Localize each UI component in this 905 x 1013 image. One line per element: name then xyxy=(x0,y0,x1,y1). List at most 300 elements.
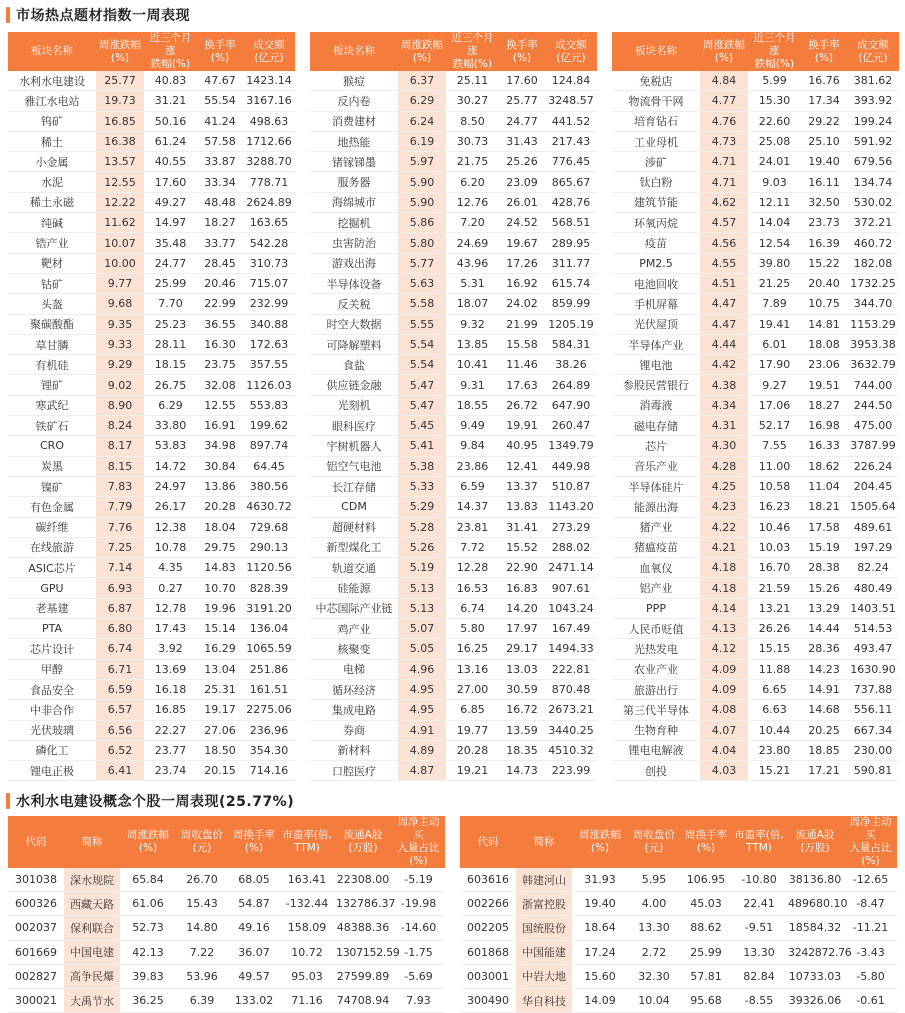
table-cell: 炭黑 xyxy=(8,456,96,476)
table-cell: 870.48 xyxy=(545,679,597,699)
table-cell: 6.57 xyxy=(96,700,144,720)
table-cell: 273.29 xyxy=(545,517,597,537)
header-row xyxy=(310,32,597,71)
table-cell: 729.68 xyxy=(243,517,295,537)
header-row xyxy=(460,816,897,868)
table-cell: 7.14 xyxy=(96,558,144,578)
table-cell: 磁电存储 xyxy=(612,416,700,436)
table-cell: 6.85 xyxy=(446,700,499,720)
table-cell: 6.56 xyxy=(96,720,144,740)
table-cell: 锂矿 xyxy=(8,375,96,395)
column-header: 周涨跌幅 (%) xyxy=(96,32,144,71)
theme-table-left xyxy=(8,32,295,781)
table-cell: 7.25 xyxy=(96,537,144,557)
table-cell: 6.37 xyxy=(398,71,446,91)
table-cell: 19.67 xyxy=(499,233,545,253)
table-cell: 480.49 xyxy=(847,578,899,598)
table-cell: 226.24 xyxy=(847,456,899,476)
table-cell: 493.47 xyxy=(847,639,899,659)
table-cell: 300021 xyxy=(8,988,64,1012)
table-cell: 深水规院 xyxy=(64,868,120,892)
table-cell: 消费建材 xyxy=(310,111,398,131)
theme-row xyxy=(612,395,899,415)
table-cell: 韩建河山 xyxy=(516,868,572,892)
table-cell: 16.70 xyxy=(748,558,801,578)
table-cell: 236.96 xyxy=(243,720,295,740)
table-cell: 食品安全 xyxy=(8,679,96,699)
table-cell: 半导体硅片 xyxy=(612,476,700,496)
stock-row xyxy=(8,892,445,916)
table-cell: 19.21 xyxy=(446,761,499,781)
table-cell: 601669 xyxy=(8,940,64,964)
column-header: 周换手率 (%) xyxy=(228,816,280,868)
table-cell: 4.09 xyxy=(700,679,748,699)
table-cell: 667.34 xyxy=(847,720,899,740)
table-cell: 16.23 xyxy=(748,497,801,517)
table-cell: 27599.89 xyxy=(334,964,392,988)
table-cell: 1349.79 xyxy=(545,436,597,456)
theme-row xyxy=(612,253,899,273)
table-cell: 1712.66 xyxy=(243,131,295,151)
theme-row xyxy=(8,375,295,395)
header-row xyxy=(612,32,899,71)
table-cell: 4.12 xyxy=(700,639,748,659)
table-cell: 53.96 xyxy=(176,964,228,988)
table-cell: 6.74 xyxy=(96,639,144,659)
column-header: 周换手率 (%) xyxy=(680,816,732,868)
theme-row xyxy=(310,111,597,131)
table-cell: 53.83 xyxy=(144,436,197,456)
table-cell: 16.85 xyxy=(96,111,144,131)
header-row xyxy=(8,816,445,868)
theme-row xyxy=(612,416,899,436)
theme-row xyxy=(8,497,295,517)
table-cell: 30.27 xyxy=(446,91,499,111)
table-cell: 15.15 xyxy=(748,639,801,659)
theme-row xyxy=(310,233,597,253)
table-cell: 眼科医疗 xyxy=(310,416,398,436)
table-cell: 41.24 xyxy=(197,111,243,131)
table-cell: 12.22 xyxy=(96,192,144,212)
theme-row xyxy=(612,152,899,172)
table-cell: 32.30 xyxy=(628,964,680,988)
table-cell: 288.02 xyxy=(545,537,597,557)
table-cell: 542.28 xyxy=(243,233,295,253)
table-cell: -5.69 xyxy=(392,964,445,988)
table-cell: 18584.32 xyxy=(786,916,844,940)
theme-row xyxy=(310,253,597,273)
theme-row xyxy=(310,537,597,557)
table-cell: 铝空气电池 xyxy=(310,456,398,476)
table-cell: 223.99 xyxy=(545,761,597,781)
table-cell: 5.07 xyxy=(398,619,446,639)
table-cell: 4.73 xyxy=(700,131,748,151)
table-cell: 106.95 xyxy=(680,868,732,892)
table-cell: 9.03 xyxy=(748,172,801,192)
table-cell: 460.72 xyxy=(847,233,899,253)
table-cell: 6.74 xyxy=(446,598,499,618)
section-title-stocks xyxy=(6,790,294,812)
table-cell: 7.79 xyxy=(96,497,144,517)
theme-row xyxy=(612,273,899,293)
table-cell: 15.14 xyxy=(197,619,243,639)
table-cell: 55.54 xyxy=(197,91,243,111)
table-cell: 6.29 xyxy=(398,91,446,111)
theme-row xyxy=(8,720,295,740)
table-cell: 中国电建 xyxy=(64,940,120,964)
table-cell: 2673.21 xyxy=(545,700,597,720)
column-header: 周收盘价 (元) xyxy=(628,816,680,868)
table-cell: 光热发电 xyxy=(612,639,700,659)
table-cell: 20.46 xyxy=(197,273,243,293)
table-cell: 24.69 xyxy=(446,233,499,253)
table-cell: 25.99 xyxy=(680,940,732,964)
table-cell: 4.18 xyxy=(700,578,748,598)
table-cell: 39326.06 xyxy=(786,988,844,1012)
table-cell: 25.23 xyxy=(144,314,197,334)
table-cell: 20.40 xyxy=(801,273,847,293)
table-cell: 5.86 xyxy=(398,213,446,233)
table-cell: 服务器 xyxy=(310,172,398,192)
table-cell: 8.90 xyxy=(96,395,144,415)
table-cell: -132.44 xyxy=(280,892,334,916)
table-cell: 高争民爆 xyxy=(64,964,120,988)
table-cell: 31.43 xyxy=(499,131,545,151)
table-cell: 14.23 xyxy=(801,659,847,679)
theme-row xyxy=(612,659,899,679)
column-header: 周收盘价 (元) xyxy=(176,816,228,868)
table-cell: 18.27 xyxy=(801,395,847,415)
table-cell: 1143.20 xyxy=(545,497,597,517)
theme-row xyxy=(612,355,899,375)
table-cell: 20.25 xyxy=(801,720,847,740)
table-cell: 13.29 xyxy=(801,598,847,618)
table-cell: 食盐 xyxy=(310,355,398,375)
table-cell: 4.76 xyxy=(700,111,748,131)
table-cell: -19.98 xyxy=(392,892,445,916)
table-cell: 95.68 xyxy=(680,988,732,1012)
table-cell: 甲醇 xyxy=(8,659,96,679)
table-cell: 4.07 xyxy=(700,720,748,740)
theme-row xyxy=(8,476,295,496)
table-cell: 供应链金融 xyxy=(310,375,398,395)
table-cell: 12.55 xyxy=(96,172,144,192)
table-cell: 5.47 xyxy=(398,375,446,395)
table-cell: 8.50 xyxy=(446,111,499,131)
table-cell: 4.08 xyxy=(700,700,748,720)
table-cell: 4.44 xyxy=(700,334,748,354)
table-cell: 工业母机 xyxy=(612,131,700,151)
stock-row xyxy=(8,988,445,1012)
table-cell: 244.50 xyxy=(847,395,899,415)
theme-row xyxy=(612,192,899,212)
table-cell: 27.00 xyxy=(446,679,499,699)
theme-row xyxy=(612,598,899,618)
table-cell: 25.11 xyxy=(446,71,499,91)
table-cell: 167.49 xyxy=(545,619,597,639)
theme-row xyxy=(8,639,295,659)
table-cell: 24.97 xyxy=(144,476,197,496)
table-cell: -14.60 xyxy=(392,916,445,940)
table-cell: 38.26 xyxy=(545,355,597,375)
column-header: 近三个月涨 跌幅(%) xyxy=(446,32,499,71)
column-header: 周净主动买 入量占比(%) xyxy=(844,816,897,868)
table-cell: 镍矿 xyxy=(8,476,96,496)
table-cell: 11.04 xyxy=(801,476,847,496)
table-cell: 40.95 xyxy=(499,436,545,456)
table-cell: 5.13 xyxy=(398,578,446,598)
table-cell: 第三代半导体 xyxy=(612,700,700,720)
table-cell: 530.02 xyxy=(847,192,899,212)
table-cell: 2275.06 xyxy=(243,700,295,720)
column-header: 市盈率(倍, TTM) xyxy=(732,816,786,868)
stock-row xyxy=(8,940,445,964)
table-cell: 19.40 xyxy=(801,152,847,172)
table-cell: 15.26 xyxy=(801,578,847,598)
table-cell: 20.28 xyxy=(197,497,243,517)
table-cell: 寒武纪 xyxy=(8,395,96,415)
table-cell: 芯片设计 xyxy=(8,639,96,659)
table-cell: 11.46 xyxy=(499,355,545,375)
table-cell: -0.61 xyxy=(844,988,897,1012)
table-cell: 14.68 xyxy=(801,700,847,720)
theme-row xyxy=(310,131,597,151)
table-cell: 3288.70 xyxy=(243,152,295,172)
table-cell: 17.43 xyxy=(144,619,197,639)
theme-row xyxy=(310,761,597,781)
table-cell: 6.65 xyxy=(748,679,801,699)
table-cell: 428.76 xyxy=(545,192,597,212)
table-cell: 7.55 xyxy=(748,436,801,456)
table-cell: GPU xyxy=(8,578,96,598)
table-cell: 18.50 xyxy=(197,740,243,760)
table-cell: 14.97 xyxy=(144,213,197,233)
table-cell: 6.41 xyxy=(96,761,144,781)
table-cell: 9.84 xyxy=(446,436,499,456)
table-cell: 29.17 xyxy=(499,639,545,659)
table-cell: 22.90 xyxy=(499,558,545,578)
theme-row xyxy=(8,355,295,375)
table-cell: 1423.14 xyxy=(243,71,295,91)
table-cell: 挖掘机 xyxy=(310,213,398,233)
table-cell: 17.60 xyxy=(144,172,197,192)
theme-row xyxy=(8,619,295,639)
table-cell: 25.31 xyxy=(197,679,243,699)
table-cell: 3632.79 xyxy=(847,355,899,375)
table-cell: 5.33 xyxy=(398,476,446,496)
table-cell: 7.70 xyxy=(144,294,197,314)
table-cell: 5.99 xyxy=(748,71,801,91)
table-cell: 25.08 xyxy=(748,131,801,151)
table-cell: 715.07 xyxy=(243,273,295,293)
table-cell: 22.60 xyxy=(748,111,801,131)
table-cell: 136.04 xyxy=(243,619,295,639)
table-cell: 16.92 xyxy=(499,273,545,293)
section-title-text: 市场热点题材指数一周表现 xyxy=(16,8,190,24)
table-cell: 有机硅 xyxy=(8,355,96,375)
table-cell: 16.38 xyxy=(96,131,144,151)
table-cell: 489.61 xyxy=(847,517,899,537)
table-cell: 18.21 xyxy=(801,497,847,517)
table-cell: 10.04 xyxy=(628,988,680,1012)
theme-row xyxy=(8,172,295,192)
table-cell: 21.99 xyxy=(499,314,545,334)
table-cell: 45.03 xyxy=(680,892,732,916)
table-cell: 半导体设备 xyxy=(310,273,398,293)
table-cell: 5.26 xyxy=(398,537,446,557)
theme-row xyxy=(8,659,295,679)
table-cell: 碳纤维 xyxy=(8,517,96,537)
table-cell: 002827 xyxy=(8,964,64,988)
table-cell: 6.52 xyxy=(96,740,144,760)
table-cell: 4.55 xyxy=(700,253,748,273)
table-cell: 13.04 xyxy=(197,659,243,679)
table-cell: 865.67 xyxy=(545,172,597,192)
table-cell: 光伏玻璃 xyxy=(8,720,96,740)
table-cell: 776.45 xyxy=(545,152,597,172)
table-cell: 4.35 xyxy=(144,558,197,578)
table-cell: 29.22 xyxy=(801,111,847,131)
table-cell: 纯碱 xyxy=(8,213,96,233)
table-cell: 18.08 xyxy=(801,334,847,354)
table-cell: 23.81 xyxy=(446,517,499,537)
table-cell: 4.13 xyxy=(700,619,748,639)
section-title-themes xyxy=(6,4,190,26)
table-cell: 老基建 xyxy=(8,598,96,618)
table-cell: 4.38 xyxy=(700,375,748,395)
table-cell: 农业产业 xyxy=(612,659,700,679)
column-header: 市盈率(倍, TTM) xyxy=(280,816,334,868)
table-cell: 289.95 xyxy=(545,233,597,253)
table-cell: 39.80 xyxy=(748,253,801,273)
theme-row xyxy=(612,91,899,111)
table-cell: PM2.5 xyxy=(612,253,700,273)
table-cell: 197.29 xyxy=(847,537,899,557)
section-marker xyxy=(6,7,10,23)
table-cell: 轨道交通 xyxy=(310,558,398,578)
column-header: 简称 xyxy=(64,816,120,868)
table-cell: 82.84 xyxy=(732,964,786,988)
table-cell: 5.45 xyxy=(398,416,446,436)
table-cell: 49.27 xyxy=(144,192,197,212)
table-cell: 52.73 xyxy=(120,916,176,940)
theme-row xyxy=(612,334,899,354)
table-cell: 18.35 xyxy=(499,740,545,760)
table-cell: 16.11 xyxy=(801,172,847,192)
table-cell: 4.03 xyxy=(700,761,748,781)
table-cell: 3167.16 xyxy=(243,91,295,111)
table-cell: 61.06 xyxy=(120,892,176,916)
theme-row xyxy=(310,192,597,212)
table-cell: 1153.29 xyxy=(847,314,899,334)
table-cell: 4.47 xyxy=(700,314,748,334)
column-header: 板块名称 xyxy=(8,32,96,71)
theme-row xyxy=(8,700,295,720)
table-cell: 4.09 xyxy=(700,659,748,679)
theme-row xyxy=(310,273,597,293)
table-cell: 4.14 xyxy=(700,598,748,618)
table-cell: 12.55 xyxy=(197,395,243,415)
table-cell: 23.73 xyxy=(801,213,847,233)
table-cell: 14.83 xyxy=(197,558,243,578)
theme-row xyxy=(8,192,295,212)
table-cell: 489680.10 xyxy=(786,892,844,916)
table-cell: 水利水电建设 xyxy=(8,71,96,91)
table-cell: 9.31 xyxy=(446,375,499,395)
table-cell: 可降解塑料 xyxy=(310,334,398,354)
table-cell: 血氧仪 xyxy=(612,558,700,578)
table-cell: -5.19 xyxy=(392,868,445,892)
table-cell: 4.34 xyxy=(700,395,748,415)
table-cell: 4.31 xyxy=(700,416,748,436)
theme-row xyxy=(8,456,295,476)
table-cell: 培育钻石 xyxy=(612,111,700,131)
table-cell: 4.71 xyxy=(700,152,748,172)
table-cell: 230.00 xyxy=(847,740,899,760)
table-cell: 11.62 xyxy=(96,213,144,233)
table-cell: 12.11 xyxy=(748,192,801,212)
table-cell: 7.22 xyxy=(176,940,228,964)
table-cell: 11.00 xyxy=(748,456,801,476)
table-cell: 17.06 xyxy=(748,395,801,415)
theme-row xyxy=(310,679,597,699)
table-cell: 3953.38 xyxy=(847,334,899,354)
table-cell: 49.16 xyxy=(228,916,280,940)
table-cell: 华自科技 xyxy=(516,988,572,1012)
table-cell: PTA xyxy=(8,619,96,639)
table-cell: 859.99 xyxy=(545,294,597,314)
table-cell: 14.81 xyxy=(801,314,847,334)
table-cell: 猪瘟疫苗 xyxy=(612,537,700,557)
theme-row xyxy=(310,700,597,720)
table-cell: 16.25 xyxy=(446,639,499,659)
theme-row xyxy=(8,517,295,537)
table-cell: 芯片 xyxy=(612,436,700,456)
table-cell: 301038 xyxy=(8,868,64,892)
table-cell: 47.67 xyxy=(197,71,243,91)
theme-row xyxy=(310,436,597,456)
theme-row xyxy=(8,253,295,273)
table-cell: 57.58 xyxy=(197,131,243,151)
table-cell: 9.02 xyxy=(96,375,144,395)
table-cell: 13.69 xyxy=(144,659,197,679)
table-cell: 3191.20 xyxy=(243,598,295,618)
table-cell: 5.95 xyxy=(628,868,680,892)
column-header: 流通A股 (万股) xyxy=(786,816,844,868)
table-cell: 95.03 xyxy=(280,964,334,988)
column-header: 板块名称 xyxy=(612,32,700,71)
theme-row xyxy=(8,598,295,618)
table-cell: 25.77 xyxy=(499,91,545,111)
table-cell: 26.70 xyxy=(176,868,228,892)
column-header: 流通A股 (万股) xyxy=(334,816,392,868)
table-cell: 10.44 xyxy=(748,720,801,740)
table-cell: 24.52 xyxy=(499,213,545,233)
table-cell: 13.57 xyxy=(96,152,144,172)
table-cell: 161.51 xyxy=(243,679,295,699)
table-cell: 222.81 xyxy=(545,659,597,679)
table-cell: 43.96 xyxy=(446,253,499,273)
table-cell: 16.72 xyxy=(499,700,545,720)
table-cell: 光伏屋顶 xyxy=(612,314,700,334)
theme-row xyxy=(8,273,295,293)
table-cell: 6.59 xyxy=(96,679,144,699)
table-cell: 19.17 xyxy=(197,700,243,720)
table-cell: 199.62 xyxy=(243,416,295,436)
table-cell: 磷化工 xyxy=(8,740,96,760)
table-cell: -12.65 xyxy=(844,868,897,892)
theme-row xyxy=(612,700,899,720)
